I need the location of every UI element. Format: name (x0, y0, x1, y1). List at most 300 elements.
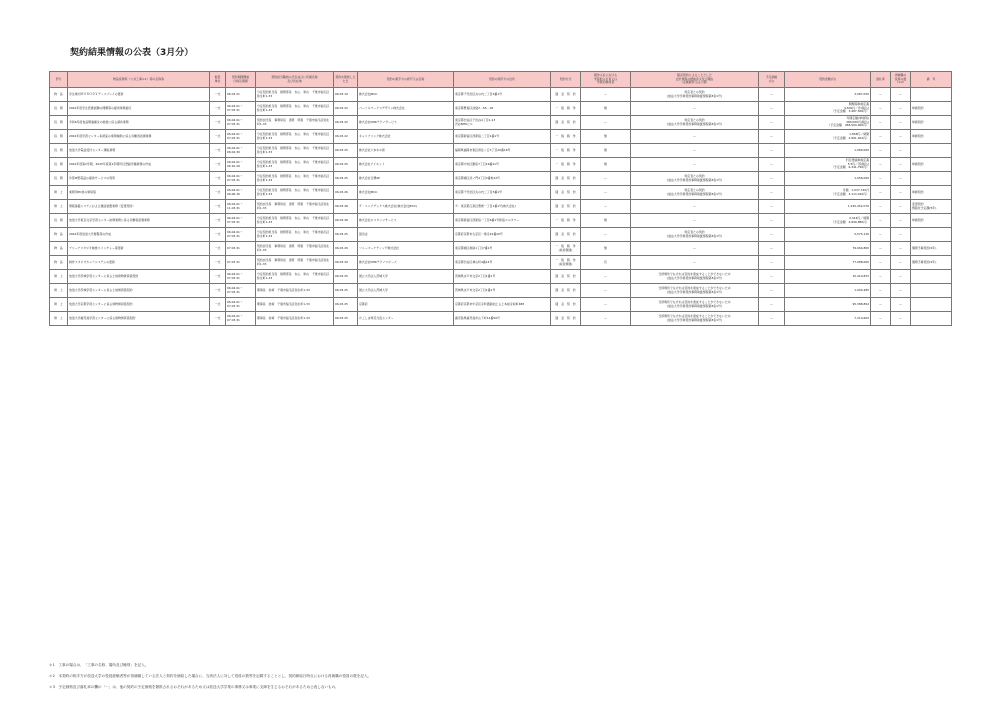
vendor-address-cell: 東京都新宿区西新宿一丁目6番1号新宿エルタワー (454, 214, 551, 228)
vendor-address-cell: 東京都渋谷区千田谷4丁目1-13 渋谷NHKビル (454, 116, 551, 130)
officer-cell: 分任契約担当役 財務部長 丸山 和也 千葉市稲毛区弥生町1-33 (256, 270, 334, 284)
quantity-cell: 一式 (210, 200, 226, 214)
reason-cell: 当該場所でなければ目的を達成することができないため (独法大学学業契約事務取扱規程第8条1号) (631, 298, 759, 312)
contract-date-cell: 06.03.25 (334, 158, 358, 172)
table-row (50, 172, 952, 186)
contract-name-cell: 放送大学電話受付センター運転業務 (68, 144, 210, 158)
reason-cell: 当該場所でなければ目的を達成することができないため (独法大学学業契約事務取扱規程第8条1号) (631, 270, 759, 284)
reason-cell: 特定者との契約 (独法大学学業契約事務取扱規程第8条1号) (631, 172, 759, 186)
contract-name-cell: 放送大学茨城学習センターに係る土地建物賃貸借契約 (68, 270, 210, 284)
amount-cell: 1,000,485 (785, 284, 871, 298)
reason-cell: 特定者との契約 (独法大学学業契約事務取扱規程第8条1号) (631, 186, 759, 200)
vendor-address-cell: 鹿児島県鹿児島市山下町14番50号 (454, 312, 551, 326)
reemployment-cell: — (891, 270, 911, 284)
reemployment-cell: — (891, 116, 911, 130)
reason-cell: — (631, 200, 759, 214)
quantity-cell: 一式 (210, 172, 226, 186)
vendor-cell: 株式会社ホスタッフサービス (358, 214, 454, 228)
reemployment-cell: — (891, 228, 911, 242)
period-cell: 06.04.01～ 06.04.30 (226, 144, 256, 158)
table-row (50, 284, 952, 298)
column-header: 契約期間開始 日時及期間 (226, 72, 256, 88)
vendor-address-cell: Ｅ：東京都江東区豊洲一丁目1番1号(株式会社) (454, 200, 551, 214)
contract-name-cell: 業務用PC他の賃貸借 (68, 186, 210, 200)
vendor-address-cell: 東京都港区虎ノ門4丁目3番地12号 (454, 172, 551, 186)
table-row (50, 158, 952, 172)
period-cell: 06.04.01～ 07.03.31 (226, 284, 256, 298)
footnote: ＊2 本契約の相手方が放送大学の役員経験者等が再就職している法人と契約を締結した場合に、当該法人に対して役員の数等を記載することとし、契約締結日時点における再就職の役員の数を記入。 (49, 674, 372, 678)
category-cell: 賃 上 (50, 186, 68, 200)
remark-cell (911, 172, 952, 186)
quantity-cell: 一式 (210, 242, 226, 256)
remark-cell (911, 144, 952, 158)
reason-cell: 特定者との契約 (独法大学学業契約事務取扱規程第8条1号) (631, 228, 759, 242)
rate-cell: — (871, 130, 891, 144)
column-header: 再就職の 役員の数 （＊2） (891, 72, 911, 88)
estimated-price-cell: — (759, 186, 785, 200)
bidders-cell: — (581, 270, 631, 284)
remark-cell: 単価契約 (911, 186, 952, 200)
method-cell: 一 般 競 争 (政府調達) (551, 256, 581, 270)
reemployment-cell: — (891, 256, 911, 270)
vendor-cell: 図田舎 (358, 228, 454, 242)
bidders-cell: — (581, 186, 631, 200)
contract-name-cell: 2024年度放送大学要覧等の作成 (68, 228, 210, 242)
reason-cell: 特定者との契約 (独法大学学業契約事務取扱規程第8条1号) (631, 88, 759, 102)
quantity-cell: 一式 (210, 130, 226, 144)
estimated-price-cell: — (759, 172, 785, 186)
contract-name-cell: 放送大学茨城学習センターに係る土地賃貸借契約 (68, 284, 210, 298)
contract-name-cell: 学生寮内ＷＯＢＯＤＹディスプレイの更新 (68, 88, 210, 102)
officer-cell: 理事長 岩崎 千葉市稲毛区弥生町1-33 (256, 284, 334, 298)
period-cell: 06.04.01～ 07.03.31 (226, 270, 256, 284)
remark-cell: 単価契約 (911, 130, 952, 144)
contract-name-cell: 放送大学東京文京学習センター総務業務に係る労働者派遣業務 (68, 214, 210, 228)
remark-cell: 債務予算契約(2年) (911, 242, 952, 256)
estimated-price-cell: — (759, 284, 785, 298)
remark-cell: 変更契約 情報化予定額(5年) (911, 200, 952, 214)
column-header: 契約を締結した た日 (334, 72, 358, 88)
officer-cell: 分任契約担当役 財務部長 丸山 和也 千葉市稲毛区弥生町1-33 (256, 158, 334, 172)
amount-cell: 1,056,000 (785, 172, 871, 186)
rate-cell: — (871, 144, 891, 158)
vendor-cell: 京都府 (358, 298, 454, 312)
column-header: 契約方式 (551, 72, 581, 88)
category-cell: 役 務 (50, 116, 68, 130)
amount-cell: 77,088,000 (785, 256, 871, 270)
rate-cell: — (871, 116, 891, 130)
column-header: 契約の相手方の商号又は名称 (358, 72, 454, 88)
period-cell: 06.04.01～ 07.03.31 (226, 172, 256, 186)
estimated-price-cell: — (759, 158, 785, 172)
footnotes (49, 660, 949, 693)
reason-cell: 特定者との契約 (独法大学学業契約事務取扱規程第8条1号) (631, 116, 759, 130)
header-row (50, 72, 952, 88)
contract-name-cell: 放送大学京都学習センターに係る建物賃貸借契約 (68, 298, 210, 312)
reemployment-cell: — (891, 242, 911, 256)
amount-cell: 月額 1,037,740円 （予定金額 3,113,220円） (785, 186, 871, 200)
method-cell: 一 般 競 争 (551, 144, 581, 158)
method-cell: 随 意 契 約 (551, 116, 581, 130)
period-cell: 06.04.01～ 07.03.31 (226, 298, 256, 312)
period-cell: 06.04.01～ 07.03.31 (226, 312, 256, 326)
column-header: 競争入札における 実質的入札者又は 実質的参加者 (581, 72, 631, 88)
vendor-cell: ソニーマーケティング株式会社 (358, 242, 454, 256)
vendor-cell: 国立大学法人茨城大学 (358, 270, 454, 284)
officer-cell: 契約担当役 事務局長 清原 明善 千葉市稲毛区弥生町1-33 (256, 200, 334, 214)
contract-date-cell: 06.03.25 (334, 270, 358, 284)
vendor-address-cell: 茨城県水戸市文京2丁目1番1号 (454, 284, 551, 298)
rate-cell: — (871, 172, 891, 186)
method-cell: 随 意 契 約 (551, 228, 581, 242)
method-cell: 随 意 契 約 (551, 312, 581, 326)
contract-date-cell: 06.03.25 (334, 312, 358, 326)
contract-date-cell: 06.03.29 (334, 256, 358, 270)
column-header: 物品役務等（公共工事＊1）等の名称等 (68, 72, 210, 88)
rate-cell: — (871, 270, 891, 284)
bidders-cell: — (581, 116, 631, 130)
vendor-cell: パーソルワークスデザイン株式会社 (358, 102, 454, 116)
reemployment-cell: — (891, 158, 911, 172)
contract-name-cell: アリーナスタジオ映像スイッチャー等更新 (68, 242, 210, 256)
amount-cell: 年間定額(単価別) 380,000円(税込) （予定金額 458,500,000円） (785, 116, 871, 130)
quantity-cell: 一式 (210, 88, 226, 102)
estimated-price-cell: — (759, 214, 785, 228)
reason-cell: 当該場所でなければ目的を達成することができないため (独法大学学業契約事務取扱規程第8条1号) (631, 284, 759, 298)
category-cell: 役 務 (50, 144, 68, 158)
rate-cell: — (871, 228, 891, 242)
vendor-cell: 株式会社六本木ホ新 (358, 144, 454, 158)
remark-cell (911, 270, 952, 284)
footnote: ＊3 予定価格及び落札率の欄の「－」は、他の契約の予定価格を類推されるおそれがあるため又は放送大学学業の事務又は事業に支障を生じるおそれがあるため公表しないもの。 (49, 685, 339, 689)
reemployment-cell: — (891, 102, 911, 116)
quantity-cell: 一式 (210, 284, 226, 298)
table-row (50, 144, 952, 158)
method-cell: 随 意 契 約 (551, 270, 581, 284)
contract-date-cell: 06.03.22 (334, 130, 358, 144)
period-cell: 06.04.01～ 11.03.31 (226, 200, 256, 214)
reemployment-cell: — (891, 200, 911, 214)
vendor-address-cell: 東京都渋谷区神山町4番14号 (454, 256, 551, 270)
footnote: ＊1 工事の場合は、「工事の名称、場所及び種別」を記入。 (49, 663, 149, 667)
quantity-cell: 一式 (210, 228, 226, 242)
contract-date-cell: 06.03.25 (334, 284, 358, 298)
bidders-cell: — (581, 200, 631, 214)
vendor-address-cell: 茨城県水戸市文京2丁目1番1号 (454, 270, 551, 284)
contract-date-cell: 06.03.25 (334, 172, 358, 186)
vendor-cell: 株式会社NHKテクノサービス (358, 116, 454, 130)
rate-cell: — (871, 242, 891, 256)
bidders-cell: 無 (581, 242, 631, 256)
amount-cell: 1,245,452,070 (785, 200, 871, 214)
contract-name-cell: 外部IP型電話の提供サービスの利用 (68, 172, 210, 186)
quantity-cell: 一式 (210, 312, 226, 326)
column-header: 随意契約によることとした 会計規程の根拠条文及び理由 （企画競争又は公募） (631, 72, 759, 88)
table-row (50, 242, 952, 256)
method-cell: 随 意 契 約 (551, 200, 581, 214)
category-cell: 役 務 (50, 102, 68, 116)
vendor-address-cell: 京都府京都市中京区寺町通御池上る上本能寺前町488 (454, 298, 551, 312)
reason-cell: 当該場所でなければ目的を達成することができないため (独法大学学業契約事務取扱規程第8条1号) (631, 312, 759, 326)
table-row (50, 256, 952, 270)
contract-name-cell: 2024年度学習センター系統室の業務補助に係る労働者派遣業務 (68, 130, 210, 144)
estimated-price-cell: — (759, 144, 785, 158)
column-header: 部分 (50, 72, 68, 88)
column-header: 契約の相手方の住所 (454, 72, 551, 88)
rate-cell: — (871, 158, 891, 172)
rate-cell: — (871, 284, 891, 298)
officer-cell: 理事長 岩崎 千葉市稲毛区弥生町1-33 (256, 312, 334, 326)
officer-cell: 分任契約担当役 財務部長 丸山 和也 千葉市稲毛区弥生町1-33 (256, 214, 334, 228)
method-cell: 一 般 競 争 (551, 102, 581, 116)
vendor-address-cell: 福岡県福岡市東区香住ヶ丘3丁目20番18号 (454, 144, 551, 158)
category-cell: 物 品 (50, 242, 68, 256)
bidders-cell: 無 (581, 144, 631, 158)
table-row (50, 270, 952, 284)
period-cell: 06.04.01～ 07.03.31 (226, 116, 256, 130)
contract-name-cell: 情報基盤システムおよび通信装置業務（変更契約） (68, 200, 210, 214)
bidders-cell: — (581, 284, 631, 298)
reemployment-cell: — (891, 312, 911, 326)
reason-cell: — (631, 102, 759, 116)
bidders-cell: — (581, 312, 631, 326)
rate-cell: — (871, 298, 891, 312)
contract-date-cell: 06.03.19 (334, 88, 358, 102)
vendor-cell: 株式会社日興SP (358, 172, 454, 186)
remark-cell: 債務予算契約(2年) (911, 256, 952, 270)
table-row (50, 298, 952, 312)
estimated-price-cell: — (759, 200, 785, 214)
table-row (50, 130, 952, 144)
vendor-address-cell: 東京都新宿区西新宿二丁目1番1号 (454, 130, 551, 144)
officer-cell: 契約担当役 事務局長 清原 明善 千葉市稲毛区弥生町1-33 (256, 242, 334, 256)
amount-cell: 1,089,000 (785, 144, 871, 158)
reemployment-cell: — (891, 172, 911, 186)
contract-name-cell: 令和6年度食品関連衛生の検査に係る請負業務 (68, 116, 210, 130)
table-row (50, 200, 952, 214)
estimated-price-cell: — (759, 88, 785, 102)
vendor-cell: 株式会社JBCC (358, 186, 454, 200)
reason-cell: — (631, 214, 759, 228)
category-cell: 役 務 (50, 214, 68, 228)
rate-cell: — (871, 256, 891, 270)
table-row (50, 228, 952, 242)
estimated-price-cell: — (759, 312, 785, 326)
officer-cell: 分任契約担当役 財務部長 丸山 和也 千葉市稲毛区弥生町1-33 (256, 130, 334, 144)
category-cell: 賃 上 (50, 312, 68, 326)
column-header: 備 考 (911, 72, 952, 88)
column-header: 予定価格 (円) (759, 72, 785, 88)
reason-cell: — (631, 130, 759, 144)
rate-cell: — (871, 102, 891, 116)
contract-date-cell: 06.03.25 (334, 144, 358, 158)
amount-cell: 2,414円／時間 （予定金額 4,840,880円） (785, 214, 871, 228)
bidders-cell: — (581, 88, 631, 102)
amount-cell: 1,858円／時間 （予定金額 2,801,404円） (785, 130, 871, 144)
contract-date-cell: 06.03.22 (334, 102, 358, 116)
amount-cell: 10,410,833 (785, 270, 871, 284)
quantity-cell: 一式 (210, 144, 226, 158)
table-row (50, 214, 952, 228)
vendor-cell: かごしま県民交流センター (358, 312, 454, 326)
vendor-cell: 国立大学法人茨城大学 (358, 284, 454, 298)
period-cell: 06.04.01～ 07.03.31 (226, 228, 256, 242)
vendor-cell: 株式会社アイネット (358, 158, 454, 172)
column-header: 落札率 (871, 72, 891, 88)
period-cell: 07.03.31 (226, 256, 256, 270)
amount-cell: 5,075,116 (785, 228, 871, 242)
quantity-cell: 一式 (210, 298, 226, 312)
vendor-address-cell: 京都府京都市左京区一乗寺22番20号 (454, 228, 551, 242)
officer-cell: 分任契約担当役 財務部長 丸山 和也 千葉市稲毛区弥生町1-33 (256, 186, 334, 200)
table-row (50, 312, 952, 326)
officer-cell: 分任契約担当役 財務部長 丸山 和也 千葉市稲毛区弥生町1-33 (256, 102, 334, 116)
remark-cell (911, 228, 952, 242)
vendor-cell: Ｅ・ユニアデックス株式会社(株式会社JECC) (358, 200, 454, 214)
contract-date-cell: 06.03.29 (334, 242, 358, 256)
amount-cell: 7,310,604 (785, 312, 871, 326)
remark-cell: 単価契約 (911, 158, 952, 172)
vendor-address-cell: 東京都千代田区丸の内二丁目5番1号 (454, 186, 551, 200)
period-cell: 06.04.01～ 07.03.31 (226, 102, 256, 116)
period-cell: 07.03.31 (226, 242, 256, 256)
bidders-cell: — (581, 298, 631, 312)
category-cell: 物 品 (50, 256, 68, 270)
quantity-cell: 一式 (210, 116, 226, 130)
contract-name-cell: 2024年度第2学期、2025年度第1学期科目登録学籍業務の作成 (68, 158, 210, 172)
amount-cell: 問題等単価定義 4,500円／件(税込) （予定金額 3,987,500円） (785, 102, 871, 116)
estimated-price-cell: — (759, 256, 785, 270)
amount-cell: 3,087,050 (785, 88, 871, 102)
category-cell: 賃 上 (50, 270, 68, 284)
reemployment-cell: — (891, 130, 911, 144)
contract-table (49, 71, 952, 326)
period-cell: 06.04.01～ 07.03.31 (226, 130, 256, 144)
officer-cell: 分任契約担当役 財務部長 丸山 和也 千葉市稲毛区弥生町1-33 (256, 228, 334, 242)
vendor-address-cell: 東京都中央区銀座7丁目16番21号 (454, 158, 551, 172)
reemployment-cell: — (891, 88, 911, 102)
reason-cell: — (631, 256, 759, 270)
rate-cell: — (871, 186, 891, 200)
quantity-cell: 一式 (210, 270, 226, 284)
period-cell: 06.04.01～ 07.03.31 (226, 214, 256, 228)
quantity-cell: 一式 (210, 186, 226, 200)
method-cell: 一 般 競 争 (551, 214, 581, 228)
bidders-cell: 有 (581, 256, 631, 270)
method-cell: 一 般 競 争 (政府調達) (551, 242, 581, 256)
rate-cell: — (871, 200, 891, 214)
vendor-address-cell: 東京都千代田区丸の内二丁目5番1号 (454, 88, 551, 102)
category-cell: 賃 上 (50, 298, 68, 312)
method-cell: 随 意 契 約 (551, 88, 581, 102)
table-row (50, 116, 952, 130)
method-cell: 一 般 競 争 (551, 130, 581, 144)
reemployment-cell: — (891, 214, 911, 228)
category-cell: 賃 上 (50, 200, 68, 214)
category-cell: 物 品 (50, 88, 68, 102)
method-cell: 随 意 契 約 (551, 298, 581, 312)
bidders-cell: 無 (581, 102, 631, 116)
vendor-address-cell: 東京都港区港南1丁目7番1号 (454, 242, 551, 256)
remark-cell (911, 298, 952, 312)
rate-cell: — (871, 88, 891, 102)
bidders-cell: — (581, 172, 631, 186)
reason-cell: — (631, 158, 759, 172)
officer-cell: 契約担当役 事務局長 清原 明善 千葉市稲毛区弥生町1-33 (256, 116, 334, 130)
estimated-price-cell: — (759, 242, 785, 256)
estimated-price-cell: — (759, 116, 785, 130)
quantity-cell: 一式 (210, 102, 226, 116)
reemployment-cell: — (891, 186, 911, 200)
remark-cell: 単価契約 (911, 214, 952, 228)
vendor-cell: 株式会社JBCC (358, 88, 454, 102)
contract-date-cell: 06.03.26 (334, 186, 358, 200)
period-cell: 06.04.01～ 06.06.30 (226, 186, 256, 200)
table-row (50, 186, 952, 200)
officer-cell: 分任契約担当役 財務部長 丸山 和也 千葉市稲毛区弥生町1-33 (256, 172, 334, 186)
contract-date-cell: 06.03.28 (334, 200, 358, 214)
vendor-address-cell: 東京都豊島区池袋2－65－18 (454, 102, 551, 116)
bidders-cell: — (581, 228, 631, 242)
page-title: 契約結果情報の公表（3月分） (70, 48, 194, 58)
category-cell: 物 品 (50, 228, 68, 242)
officer-cell: 理事長 岩崎 千葉市稲毛区弥生町1-33 (256, 298, 334, 312)
table-row (50, 88, 952, 102)
reemployment-cell: — (891, 298, 911, 312)
bidders-cell: 無 (581, 130, 631, 144)
amount-cell: 科目登録単価定義 5.5円／部(税込) （予定金額 6,341,750円） (785, 158, 871, 172)
estimated-price-cell: — (759, 102, 785, 116)
method-cell: 随 意 契 約 (551, 172, 581, 186)
amount-cell: 79,060,800 (785, 242, 871, 256)
bidders-cell: 無 (581, 214, 631, 228)
estimated-price-cell: — (759, 130, 785, 144)
contract-name-cell: 2024年度学生医療試験の問題等の提供業務委託 (68, 102, 210, 116)
contract-date-cell: 06.03.22 (334, 116, 358, 130)
remark-cell: 単価契約 (911, 102, 952, 116)
contract-date-cell: 06.03.28 (334, 214, 358, 228)
remark-cell (911, 88, 952, 102)
estimated-price-cell: — (759, 298, 785, 312)
category-cell: 役 務 (50, 130, 68, 144)
quantity-cell: 一式 (210, 256, 226, 270)
method-cell: 随 意 契 約 (551, 186, 581, 200)
contract-date-cell: 06.03.25 (334, 228, 358, 242)
reason-cell: — (631, 242, 759, 256)
vendor-cell: 株式会社NHKテクノロジーズ (358, 256, 454, 270)
reason-cell: — (631, 144, 759, 158)
officer-cell: 契約担当役 事務局長 清原 明善 千葉市稲毛区弥生町1-33 (256, 256, 334, 270)
column-header: 契約担当職員の氏名並びに所属名称 及び所在地 (256, 72, 334, 88)
category-cell: 役 務 (50, 158, 68, 172)
officer-cell: 分任契約担当役 財務部長 丸山 和也 千葉市稲毛区弥生町1-33 (256, 144, 334, 158)
method-cell: 一 般 競 争 (551, 158, 581, 172)
quantity-cell: 一式 (210, 158, 226, 172)
contract-name-cell: 制作スタジオカメラシステムの更新 (68, 256, 210, 270)
period-cell: 06.03.21 (226, 88, 256, 102)
vendor-cell: キャリアリンク株式会社 (358, 130, 454, 144)
column-header: 契約金額(円) (785, 72, 871, 88)
period-cell: 06.04.01～ 06.10.29 (226, 158, 256, 172)
bidders-cell: 無 (581, 158, 631, 172)
remark-cell: 単価契約 (911, 116, 952, 130)
remark-cell (911, 284, 952, 298)
officer-cell: 分任契約担当役 財務部長 丸山 和也 千葉市稲毛区弥生町1-33 (256, 88, 334, 102)
column-header: 数量 単位 (210, 72, 226, 88)
rate-cell: — (871, 312, 891, 326)
method-cell: 随 意 契 約 (551, 284, 581, 298)
rate-cell: — (871, 214, 891, 228)
